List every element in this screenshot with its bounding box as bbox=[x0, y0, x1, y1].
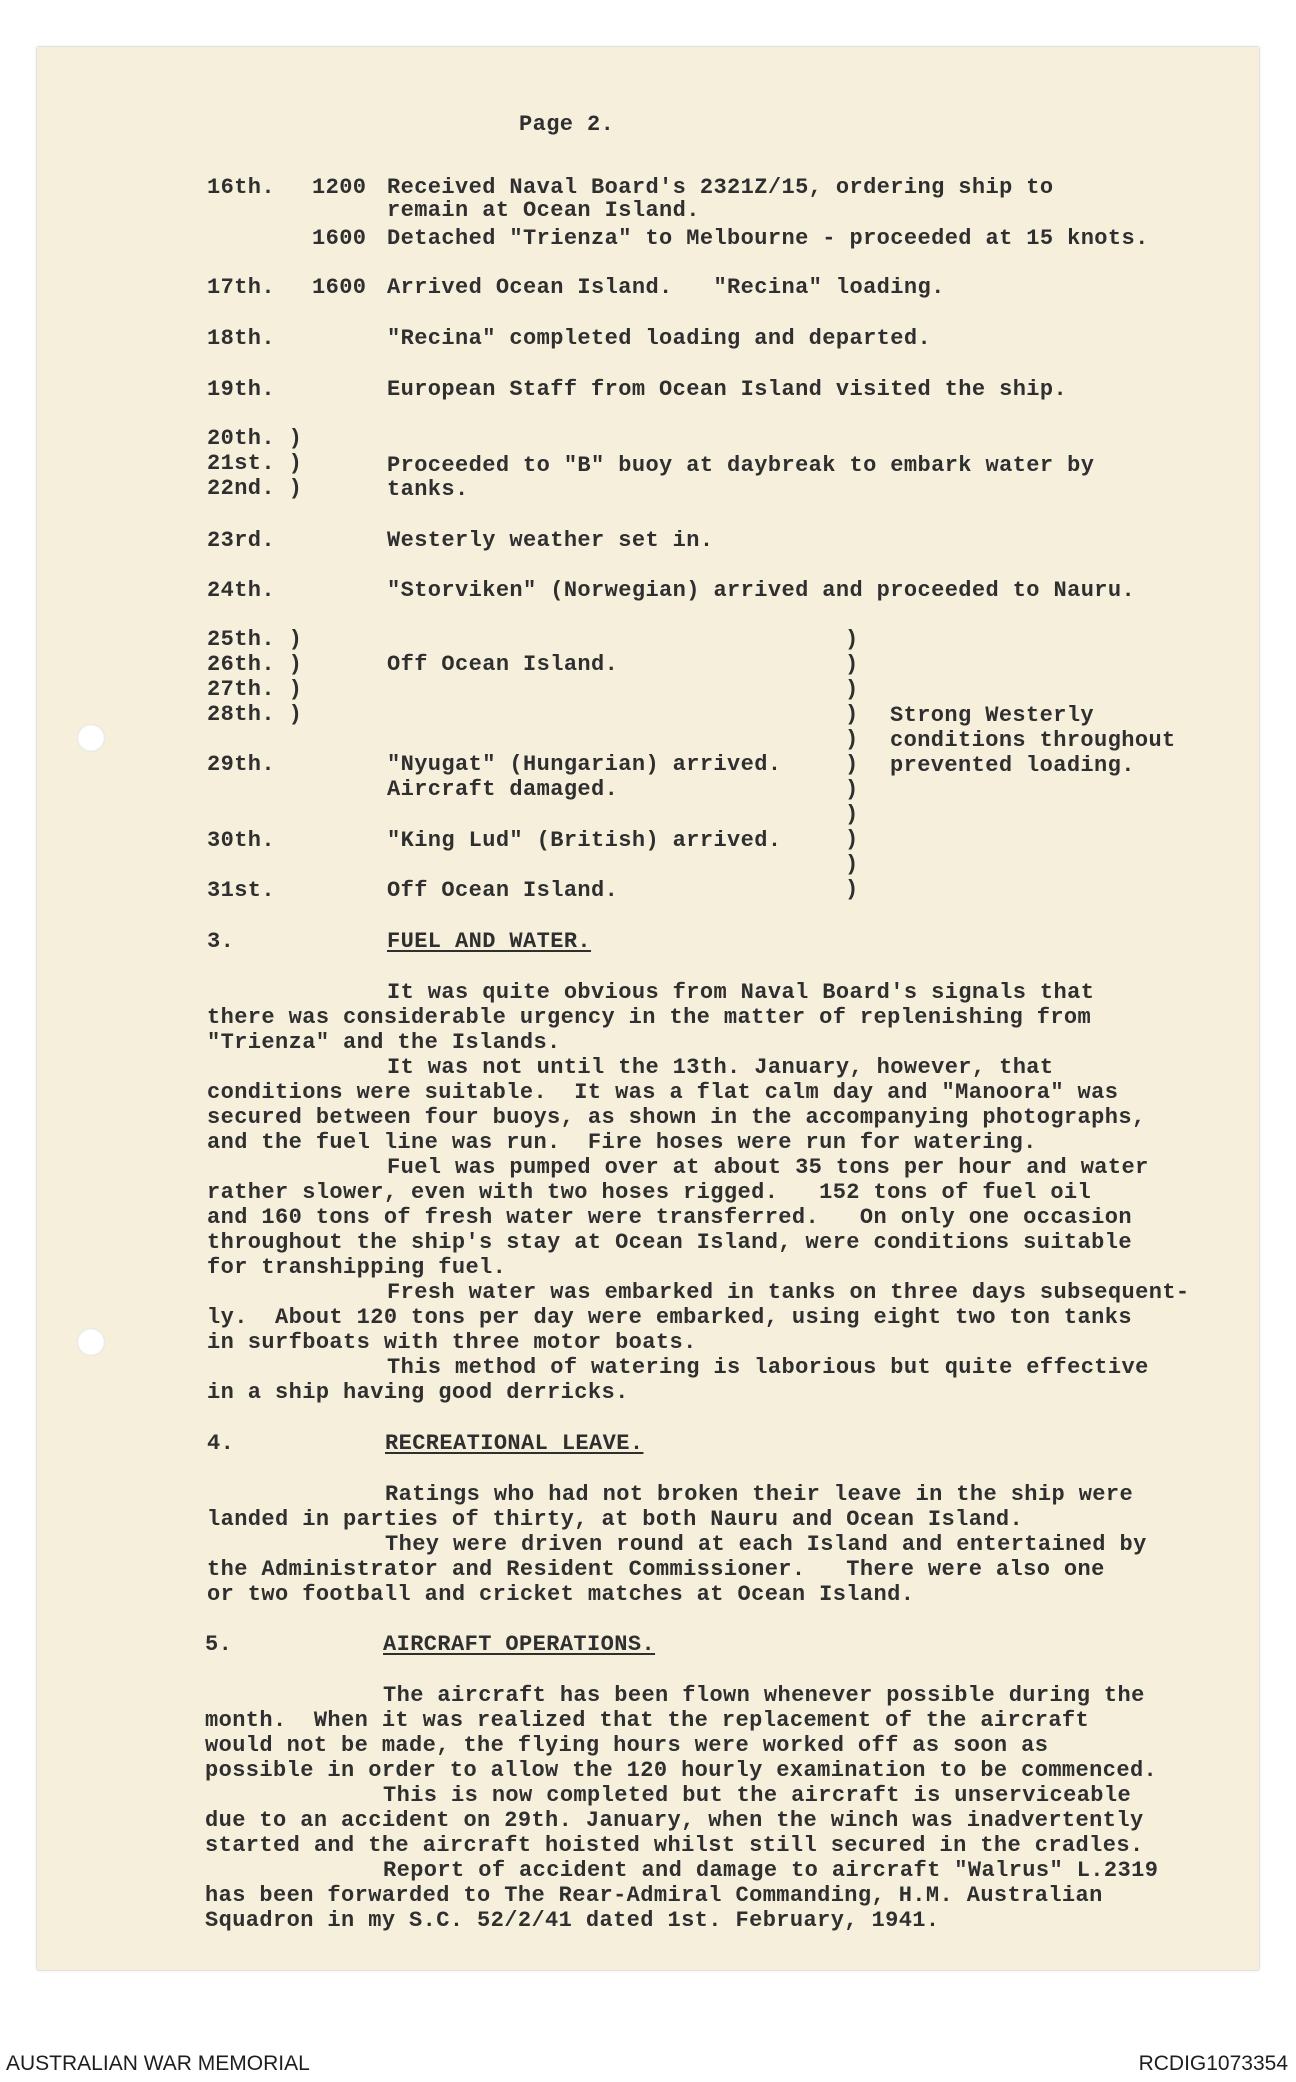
paragraph-line: It was quite obvious from Naval Board's signals that bbox=[387, 980, 1095, 1005]
log-date: 30th. bbox=[207, 828, 276, 853]
log-date: 21st. ) bbox=[207, 451, 303, 476]
paragraph-line: This is now completed but the aircraft is unserviceable bbox=[383, 1783, 1132, 1808]
paragraph-line: month. When it was realized that the replacement of the aircraft bbox=[205, 1708, 1090, 1733]
paragraph-line: for transhipping fuel. bbox=[207, 1255, 507, 1280]
log-text: "Storviken" (Norwegian) arrived and proceeded to Nauru. bbox=[387, 578, 1136, 603]
paragraph-line: landed in parties of thirty, at both Nauru and Ocean Island. bbox=[207, 1507, 1024, 1532]
log-text: "Recina" completed loading and departed. bbox=[387, 326, 932, 351]
section-number: 5. bbox=[205, 1632, 233, 1657]
paragraph-line: Squadron in my S.C. 52/2/41 dated 1st. February, 1941. bbox=[205, 1908, 940, 1933]
side-note: prevented loading. bbox=[890, 753, 1135, 778]
log-date: 28th. ) bbox=[207, 702, 303, 727]
section-heading: AIRCRAFT OPERATIONS. bbox=[383, 1632, 656, 1657]
paragraph-line: throughout the ship's stay at Ocean Island, were conditions suitable bbox=[207, 1230, 1132, 1255]
log-text: Detached "Trienza" to Melbourne - proceeded at 15 knots. bbox=[387, 226, 1149, 251]
log-date: 23rd. bbox=[207, 528, 276, 553]
log-date: 16th. bbox=[207, 175, 276, 200]
paragraph-line: possible in order to allow the 120 hourly examination to be commenced. bbox=[205, 1758, 1158, 1783]
log-date: 19th. bbox=[207, 377, 276, 402]
section-heading: RECREATIONAL LEAVE. bbox=[385, 1431, 644, 1456]
bracket: ) bbox=[845, 777, 859, 802]
paragraph-line: started and the aircraft hoisted whilst still secured in the cradles. bbox=[205, 1833, 1144, 1858]
log-date: 29th. bbox=[207, 752, 276, 777]
log-time: 1600 bbox=[312, 226, 367, 251]
section-heading: FUEL AND WATER. bbox=[387, 929, 592, 954]
log-text: tanks. bbox=[387, 477, 469, 502]
log-date: 31st. bbox=[207, 878, 276, 903]
page-number: Page 2. bbox=[519, 112, 615, 137]
side-note: Strong Westerly bbox=[890, 703, 1095, 728]
paragraph-line: and the fuel line was run. Fire hoses were run for watering. bbox=[207, 1130, 1037, 1155]
log-date: 20th. ) bbox=[207, 426, 303, 451]
paragraph-line: in a ship having good derricks. bbox=[207, 1380, 629, 1405]
paragraph-line: The aircraft has been flown whenever possible during the bbox=[383, 1683, 1145, 1708]
log-date: 27th. ) bbox=[207, 677, 303, 702]
log-date: 26th. ) bbox=[207, 652, 303, 677]
paragraph-line: Fresh water was embarked in tanks on three days subsequent- bbox=[387, 1280, 1190, 1305]
bracket: ) bbox=[845, 627, 859, 652]
log-date: 24th. bbox=[207, 578, 276, 603]
bracket: ) bbox=[845, 802, 859, 827]
bracket: ) bbox=[845, 702, 859, 727]
paragraph-line: or two football and cricket matches at Ocean Island. bbox=[207, 1582, 915, 1607]
paragraph-line: ly. About 120 tons per day were embarked, using eight two ton tanks bbox=[207, 1305, 1132, 1330]
log-text: Aircraft damaged. bbox=[387, 777, 619, 802]
paragraph-line: Fuel was pumped over at about 35 tons per hour and water bbox=[387, 1155, 1149, 1180]
log-text: "King Lud" (British) arrived. bbox=[387, 828, 782, 853]
footer-source: AUSTRALIAN WAR MEMORIAL bbox=[6, 2052, 310, 2075]
paragraph-line: in surfboats with three motor boats. bbox=[207, 1330, 697, 1355]
log-time: 1600 bbox=[312, 275, 367, 300]
paragraph-line: They were driven round at each Island and entertained by bbox=[385, 1532, 1147, 1557]
log-date: 17th. bbox=[207, 275, 276, 300]
log-text: "Nyugat" (Hungarian) arrived. bbox=[387, 752, 782, 777]
paragraph-line: the Administrator and Resident Commissioner. There were also one bbox=[207, 1557, 1105, 1582]
bracket: ) bbox=[845, 752, 859, 777]
log-text: Received Naval Board's 2321Z/15, ordering ship to bbox=[387, 175, 1054, 200]
paragraph-line: would not be made, the flying hours were worked off as soon as bbox=[205, 1733, 1049, 1758]
paragraph-line: and 160 tons of fresh water were transferred. On only one occasion bbox=[207, 1205, 1132, 1230]
bracket: ) bbox=[845, 852, 859, 877]
log-text: Proceeded to "B" buoy at daybreak to embark water by bbox=[387, 453, 1095, 478]
paragraph-line: "Trienza" and the Islands. bbox=[207, 1030, 561, 1055]
bracket: ) bbox=[845, 877, 859, 902]
bracket: ) bbox=[845, 677, 859, 702]
bracket: ) bbox=[845, 727, 859, 752]
punch-hole bbox=[77, 724, 105, 752]
bracket: ) bbox=[845, 827, 859, 852]
paragraph-line: It was not until the 13th. January, however, that bbox=[387, 1055, 1054, 1080]
log-time: 1200 bbox=[312, 175, 367, 200]
log-text: remain at Ocean Island. bbox=[387, 198, 700, 223]
paragraph-line: conditions were suitable. It was a flat calm day and "Manoora" was bbox=[207, 1080, 1119, 1105]
paragraph-line: rather slower, even with two hoses rigged. 152 tons of fuel oil bbox=[207, 1180, 1092, 1205]
paragraph-line: Ratings who had not broken their leave in the ship were bbox=[385, 1482, 1134, 1507]
section-number: 4. bbox=[207, 1431, 235, 1456]
paragraph-line: secured between four buoys, as shown in the accompanying photographs, bbox=[207, 1105, 1146, 1130]
log-date: 25th. ) bbox=[207, 627, 303, 652]
log-text: European Staff from Ocean Island visited the ship. bbox=[387, 377, 1068, 402]
paragraph-line: due to an accident on 29th. January, when the winch was inadvertently bbox=[205, 1808, 1144, 1833]
paragraph-line: there was considerable urgency in the matter of replenishing from bbox=[207, 1005, 1092, 1030]
log-text: Arrived Ocean Island. "Recina" loading. bbox=[387, 275, 945, 300]
log-text: Off Ocean Island. bbox=[387, 878, 619, 903]
log-date: 22nd. ) bbox=[207, 476, 303, 501]
punch-hole bbox=[77, 1328, 105, 1356]
side-note: conditions throughout bbox=[890, 728, 1176, 753]
bracket: ) bbox=[845, 652, 859, 677]
footer-id: RCDIG1073354 bbox=[1138, 2052, 1288, 2075]
paragraph-line: Report of accident and damage to aircraft "Walrus" L.2319 bbox=[383, 1858, 1159, 1883]
log-date: 18th. bbox=[207, 326, 276, 351]
log-text: Westerly weather set in. bbox=[387, 528, 714, 553]
paragraph-line: has been forwarded to The Rear-Admiral Commanding, H.M. Australian bbox=[205, 1883, 1103, 1908]
paragraph-line: This method of watering is laborious but quite effective bbox=[387, 1355, 1149, 1380]
section-number: 3. bbox=[207, 929, 235, 954]
log-text: Off Ocean Island. bbox=[387, 652, 619, 677]
